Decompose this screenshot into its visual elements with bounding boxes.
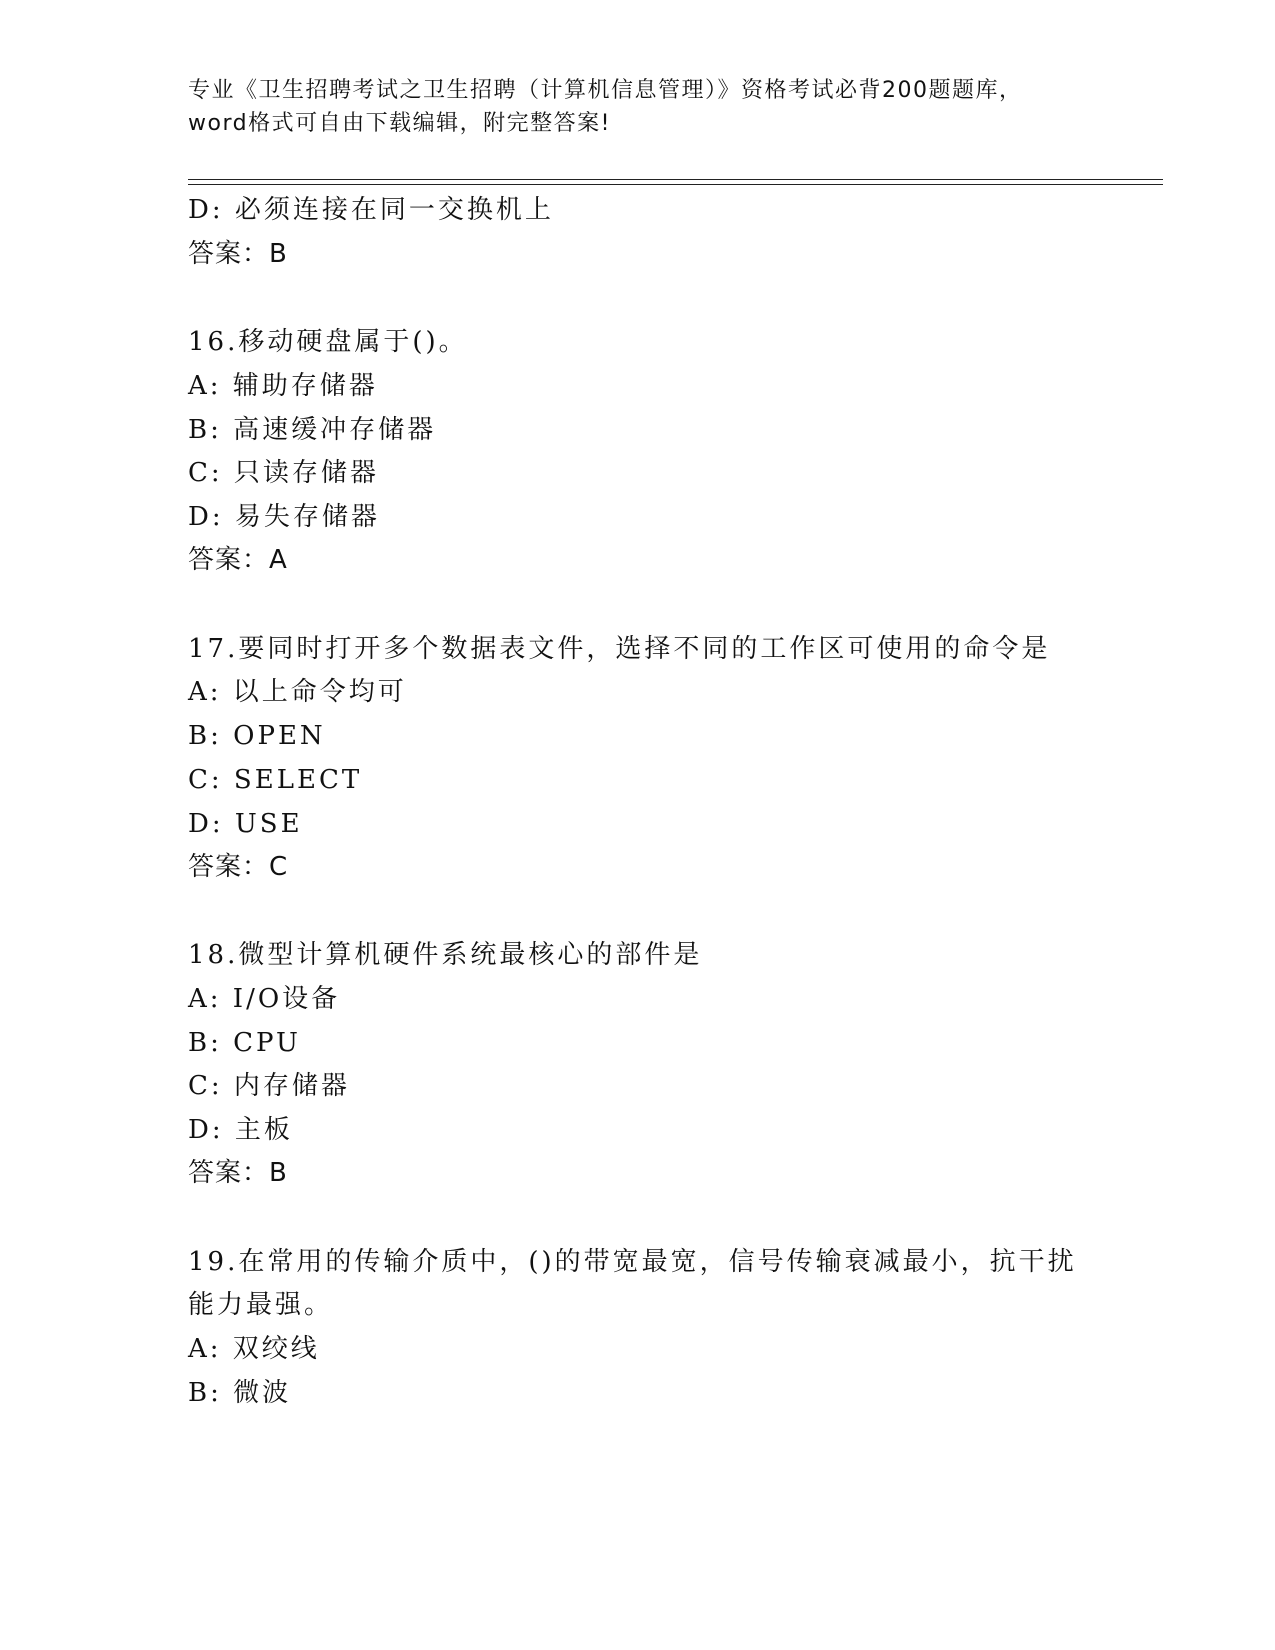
document-header (188, 74, 1088, 140)
option-b-q19: B: 微波 (188, 1378, 292, 1408)
option-a-q16: A: 辅助存储器 (188, 371, 378, 401)
answer-q16: 答案：A (188, 545, 288, 575)
option-c-q16: C: 只读存储器 (188, 458, 379, 488)
answer-q17: 答案：C (188, 852, 289, 882)
option-a-q18: A: I/O设备 (188, 984, 341, 1014)
question-17: 17.要同时打开多个数据表文件，选择不同的工作区可使用的命令是 (188, 634, 1051, 664)
option-b-q17: B: OPEN (188, 721, 326, 751)
header-line-2: word格式可自由下载编辑，附完整答案! (188, 111, 611, 136)
option-a-q17: A: 以上命令均可 (188, 677, 407, 707)
answer-q18: 答案：B (188, 1158, 288, 1188)
answer-q15: 答案：B (188, 239, 288, 269)
option-c-q17: C: SELECT (188, 765, 363, 795)
header-line-1: 专业《卫生招聘考试之卫生招聘（计算机信息管理）》资格考试必背200题题库， (188, 78, 1023, 103)
option-d-q16: D: 易失存储器 (188, 502, 380, 532)
question-18: 18.微型计算机硬件系统最核心的部件是 (188, 940, 703, 970)
option-a-q19: A: 双绞线 (188, 1334, 320, 1364)
option-b-q16: B: 高速缓冲存储器 (188, 415, 437, 445)
option-d-q15: D: 必须连接在同一交换机上 (188, 195, 554, 225)
question-16: 16.移动硬盘属于()。 (188, 327, 468, 357)
header-divider-bottom (188, 184, 1163, 185)
option-d-q18: D: 主板 (188, 1115, 293, 1145)
option-c-q18: C: 内存储器 (188, 1071, 350, 1101)
option-b-q18: B: CPU (188, 1028, 301, 1058)
question-19: 19.在常用的传输介质中，()的带宽最宽，信号传输衰减最小，抗干扰 (188, 1247, 1077, 1277)
question-19-continuation: 能力最强。 (188, 1290, 334, 1320)
option-d-q17: D: USE (188, 809, 303, 839)
header-divider-top (188, 179, 1163, 180)
